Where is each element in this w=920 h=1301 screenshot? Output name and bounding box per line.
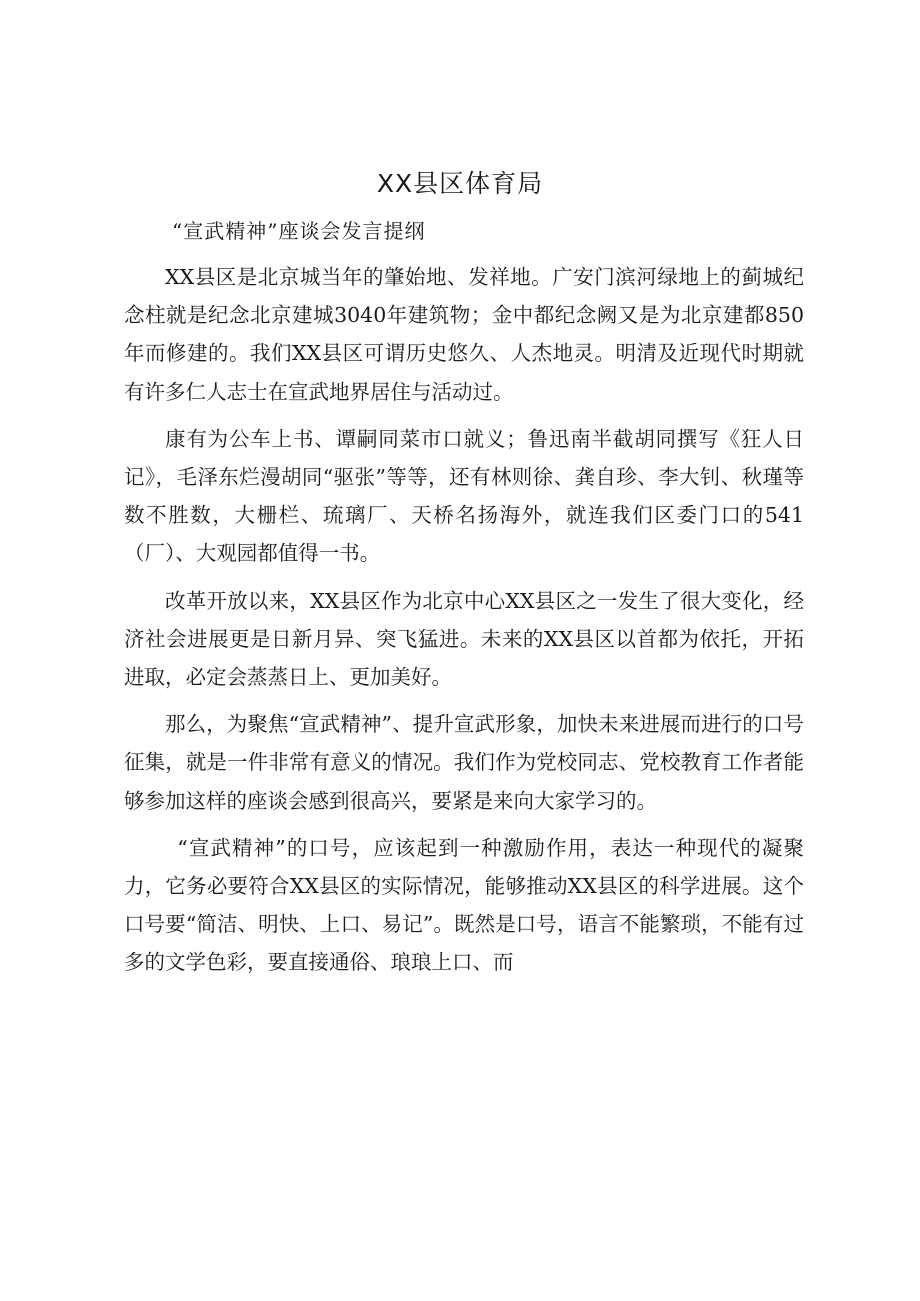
document-subtitle: “宣武精神”座谈会发言提纲 [172, 219, 426, 243]
body-paragraph: 那么，为聚焦“宣武精神”、提升宣武形象，加快未来进展而进行的口号征集，就是一件非常有意义的情况。我们作为党校同志、党校教育工作者能够参加这样的座谈会感到很高兴，要紧是来向大家学习的。 [124, 712, 804, 813]
document-body [124, 258, 804, 991]
body-paragraph: 改革开放以来，XX县区作为北京中心XX县区之一发生了很大变化，经济社会进展更是日新月异、突飞猛进。未来的XX县区以首都为依托，开拓进取，必定会蒸蒸日上、更加美好。 [124, 588, 804, 690]
body-paragraph: “宣武精神”的口号，应该起到一种激励作用，表达一种现代的凝聚力，它务必要符合XX县区的实际情况，能够推动XX县区的科学进展。这个口号要“简洁、明快、上口、易记”。既然是口号，语言不能繁琐，不能有过多的文学色彩，要直接通俗、琅琅上口、而 [124, 835, 804, 975]
body-paragraph: 康有为公车上书、谭嗣同菜市口就义；鲁迅南半截胡同撰写《狂人日记》，毛泽东烂漫胡同“驱张”等等，还有林则徐、龚自珍、李大钊、秋瑾等数不胜数，大栅栏、琉璃厂、天桥名扬海外，就连我们区委门口的541（厂）、大观园都值得一书。 [124, 426, 804, 566]
document-title: XX县区体育局 [376, 169, 544, 198]
body-paragraph: XX县区是北京城当年的肇始地、发祥地。广安门滨河绿地上的蓟城纪念柱就是纪念北京建城3040年建筑物；金中都纪念阙又是为北京建都850年而修建的。我们XX县区可谓历史悠久、人杰地灵。明清及近现代时期就有许多仁人志士在宣武地界居住与活动过。 [124, 265, 804, 404]
